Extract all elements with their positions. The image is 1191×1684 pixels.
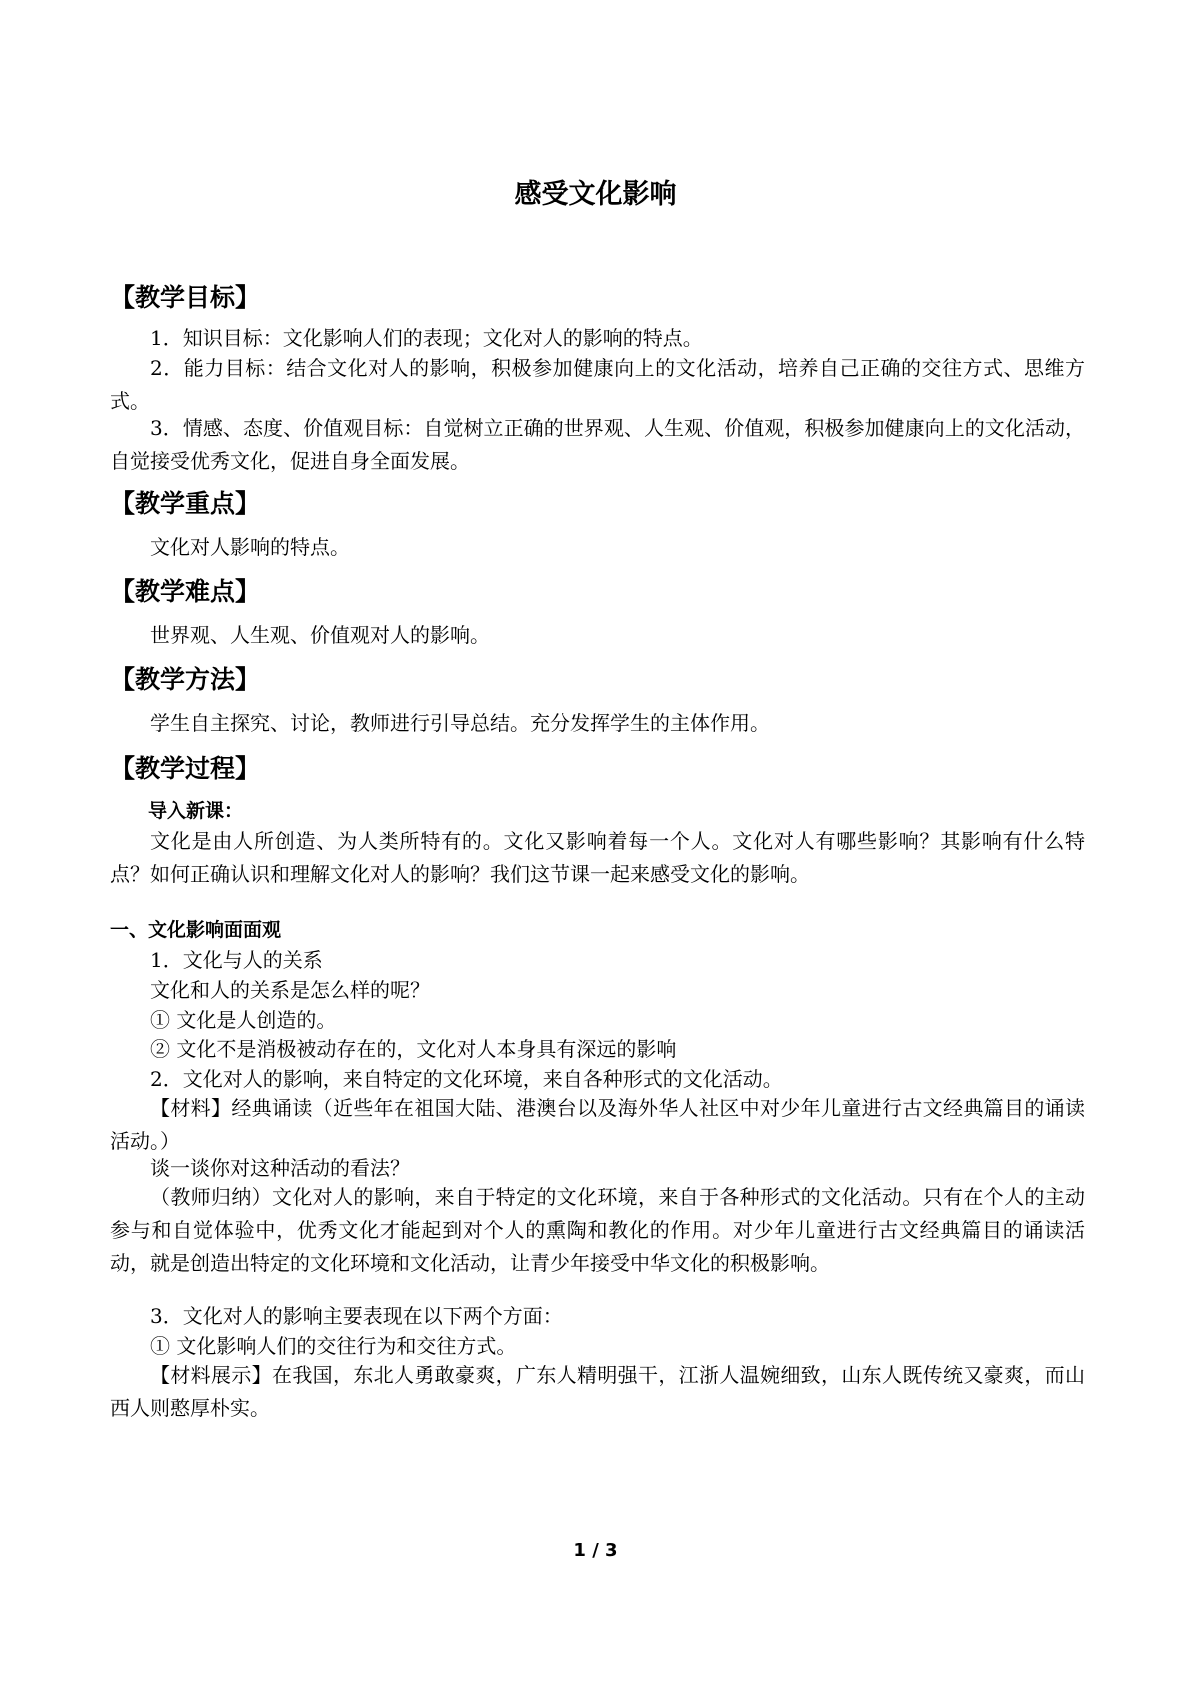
process-line-8: （教师归纳）文化对人的影响，来自于特定的文化环境，来自于各种形式的文化活动。只有在个人的主动参与和自觉体验中，优秀文化才能起到对个人的熏陶和教化的作用。对少年儿童进行古文经典篇目的诵读活动，就是创造出特定的文化环境和文化活动，让青少年接受中华文化的积极影响。 (110, 1185, 1085, 1275)
page-number: 1 / 3 (573, 1540, 618, 1561)
process-line-5: 2．文化对人的影响，来自特定的文化环境，来自各种形式的文化活动。 (150, 1067, 783, 1091)
process-line-11: 【材料展示】在我国，东北人勇敢豪爽，广东人精明强干，江浙人温婉细致，山东人既传统又豪爽，而山西人则憨厚朴实。 (110, 1363, 1085, 1420)
page-title: 感受文化影响 (514, 179, 677, 210)
intro-label: 导入新课： (148, 800, 244, 822)
goal-item-2: 2．能力目标：结合文化对人的影响，积极参加健康向上的文化活动，培养自己正确的交往方式、思维方式。 (110, 356, 1085, 413)
process-line-10: ① 文化影响人们的交往行为和交往方式。 (150, 1334, 517, 1358)
difficulties-text: 世界观、人生观、价值观对人的影响。 (150, 623, 490, 647)
process-line-1: 1．文化与人的关系 (150, 948, 323, 972)
process-line-7: 谈一谈你对这种活动的看法？ (150, 1156, 410, 1180)
goal-item-3: 3．情感、态度、价值观目标：自觉树立正确的世界观、人生观、价值观，积极参加健康向上的文化活动，自觉接受优秀文化，促进自身全面发展。 (110, 416, 1085, 473)
heading-difficulties: 【教学难点】 (110, 577, 261, 606)
heading-process: 【教学过程】 (110, 754, 261, 783)
heading-goals: 【教学目标】 (110, 283, 261, 312)
process-line-4: ② 文化不是消极被动存在的，文化对人本身具有深远的影响 (150, 1037, 677, 1061)
process-line-6: 【材料】经典诵读（近些年在祖国大陆、港澳台以及海外华人社区中对少年儿童进行古文经典篇目的诵读活动。） (110, 1096, 1085, 1153)
process-line-2: 文化和人的关系是怎么样的呢？ (150, 978, 430, 1002)
key-points-text: 文化对人影响的特点。 (150, 535, 350, 559)
process-line-9: 3．文化对人的影响主要表现在以下两个方面： (150, 1304, 563, 1328)
methods-text: 学生自主探究、讨论，教师进行引导总结。充分发挥学生的主体作用。 (150, 711, 770, 735)
part1-heading: 一、文化影响面面观 (110, 919, 282, 941)
intro-text: 文化是由人所创造、为人类所特有的。文化又影响着每一个人。文化对人有哪些影响？其影响有什么特点？如何正确认识和理解文化对人的影响？我们这节课一起来感受文化的影响。 (110, 829, 1085, 886)
heading-key-points: 【教学重点】 (110, 489, 261, 518)
goal-item-1: 1．知识目标：文化影响人们的表现；文化对人的影响的特点。 (150, 326, 703, 350)
process-line-3: ① 文化是人创造的。 (150, 1008, 337, 1032)
heading-methods: 【教学方法】 (110, 665, 261, 694)
